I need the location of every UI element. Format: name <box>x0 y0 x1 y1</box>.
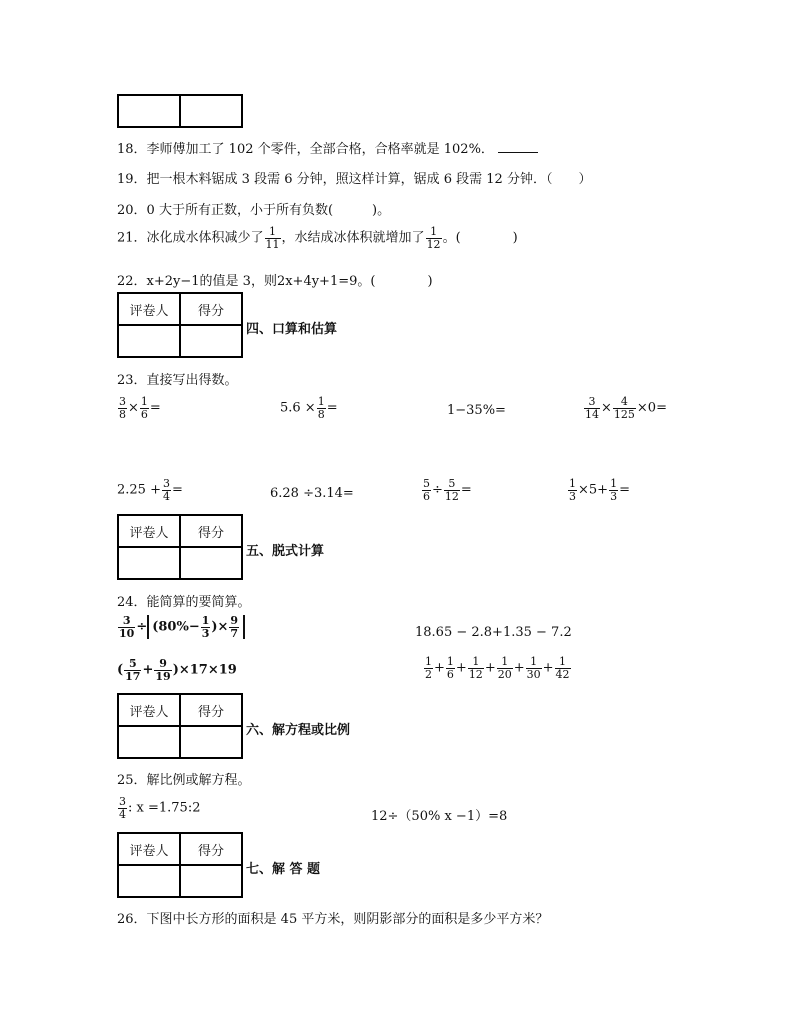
question-22-text: 22．x+2y−1的值是 3，则2x+4y+1=9。( ) <box>117 274 433 289</box>
expression-lead: 5.6 × <box>280 400 316 416</box>
question-19-text: 19．把一根木料锯成 3 段需 6 分钟，照这样计算，锯成 6 段需 12 分钟．（ ） <box>117 172 592 187</box>
score-cell <box>180 547 242 579</box>
fraction-denominator: 125 <box>613 407 635 421</box>
fraction-denominator: 4 <box>162 489 170 503</box>
operator: + <box>513 660 525 676</box>
score-label: 得分 <box>180 293 242 325</box>
expression-lead: 2.25 + <box>117 482 161 498</box>
expression-tail: ×0= <box>636 400 667 416</box>
fraction-numerator: 1 <box>569 477 576 490</box>
fraction-denominator: 17 <box>125 669 141 683</box>
question-21-mid: ，水结成冰体积就增加了 <box>281 230 425 246</box>
expression-part: (80%− <box>152 619 200 635</box>
question-23-text: 23．直接写出得数。 <box>117 373 238 388</box>
fraction-denominator: 20 <box>497 667 512 681</box>
equals: = <box>326 400 338 416</box>
q24-expr-2: 18.65 − 2.8+1.35 − 7.2 <box>415 625 572 640</box>
fraction-numerator: 1 <box>317 395 325 408</box>
fraction-denominator: 42 <box>555 667 570 681</box>
fraction-numerator: 4 <box>613 396 636 409</box>
fraction-denominator: 2 <box>425 667 432 681</box>
fraction-denominator: 12 <box>468 667 483 681</box>
score-label: 得分 <box>180 515 242 547</box>
section-5-score-box <box>117 514 243 580</box>
score-cell <box>180 325 242 357</box>
q23-item-4 <box>583 396 667 420</box>
fraction <box>265 226 281 250</box>
square-bracket <box>147 615 245 639</box>
fraction-denominator: 6 <box>423 489 430 503</box>
fraction-denominator: 4 <box>119 807 126 821</box>
score-label: 得分 <box>180 833 242 865</box>
fraction-denominator: 11 <box>265 237 280 251</box>
answer-blank[interactable] <box>498 140 538 153</box>
fraction-numerator: 1 <box>425 655 432 668</box>
fraction-numerator: 3 <box>119 395 126 408</box>
fraction <box>426 226 442 250</box>
fraction-denominator: 12 <box>426 237 441 251</box>
equals: = <box>460 482 472 498</box>
grader-label: 评卷人 <box>118 833 180 865</box>
expression-part: )×17×19 <box>172 662 237 678</box>
operator: + <box>142 662 154 678</box>
q23-item-3: 1−35%= <box>447 403 506 418</box>
fraction-numerator: 1 <box>446 655 454 668</box>
fraction-numerator: 3 <box>118 615 135 628</box>
q23-item-5 <box>117 478 183 502</box>
q23-item-7 <box>421 478 472 502</box>
fraction-numerator: 3 <box>119 795 126 808</box>
question-18-text: 18．李师傅加工了 102 个零件，全部合格，合格率就是 102%． <box>117 142 494 157</box>
question-24-text: 24．能简算的要简算。 <box>117 595 251 610</box>
equals: = <box>149 400 161 416</box>
grader-cell <box>118 547 180 579</box>
operator: + <box>434 660 445 676</box>
q24-expr-3 <box>117 658 237 682</box>
fraction-numerator: 1 <box>610 477 618 490</box>
fraction-numerator: 1 <box>526 656 542 669</box>
expression-part: )× <box>211 619 229 635</box>
score-box-cell <box>180 95 242 127</box>
q25-expr-2: 12÷（50% x −1）=8 <box>371 809 508 824</box>
score-cell <box>180 865 242 897</box>
section-7-title: 七、解 答 题 <box>246 862 321 877</box>
fraction-denominator: 8 <box>317 407 325 421</box>
operator: + <box>455 660 467 676</box>
fraction-numerator: 1 <box>265 226 281 239</box>
operator: + <box>484 660 496 676</box>
fraction-numerator: 9 <box>230 614 239 627</box>
section-7-score-box <box>117 832 243 898</box>
question-20 <box>117 199 390 218</box>
operator: ×5+ <box>578 482 609 498</box>
fraction-numerator: 3 <box>162 477 170 490</box>
grader-label: 评卷人 <box>118 694 180 726</box>
question-21-suffix: 。( ) <box>442 230 518 246</box>
fraction-numerator: 1 <box>140 395 148 408</box>
q23-item-8 <box>567 478 630 502</box>
question-21-prefix: 21．冰化成水体积减少了 <box>117 230 264 246</box>
fraction-denominator: 7 <box>230 626 239 640</box>
fraction-denominator: 3 <box>201 626 210 640</box>
fraction-denominator: 14 <box>585 407 599 421</box>
grader-cell <box>118 865 180 897</box>
fraction-denominator: 3 <box>569 489 576 503</box>
fraction-numerator: 1 <box>201 614 210 627</box>
question-19 <box>117 168 591 187</box>
operator: × <box>128 400 139 416</box>
equals: = <box>171 482 183 498</box>
fraction-denominator: 10 <box>119 626 135 640</box>
question-20-text: 20．0 大于所有正数，小于所有负数( )。 <box>117 203 391 218</box>
question-22 <box>117 270 433 289</box>
fraction-numerator: 1 <box>426 226 442 239</box>
score-box-cell <box>118 95 180 127</box>
question-18 <box>117 138 538 157</box>
section-6-score-box <box>117 693 243 759</box>
fraction-denominator: 12 <box>444 489 459 503</box>
score-label: 得分 <box>180 694 242 726</box>
question-25-text: 25．解比例或解方程。 <box>117 773 251 788</box>
equals: = <box>619 482 630 498</box>
question-21 <box>117 226 518 250</box>
expression-part: : x =1.75:2 <box>128 800 201 816</box>
fraction-denominator: 30 <box>526 667 541 681</box>
q24-expr-1 <box>117 615 245 639</box>
fraction-denominator: 3 <box>610 489 618 503</box>
fraction-denominator: 19 <box>155 669 171 683</box>
operator: ÷ <box>432 482 443 498</box>
operator: × <box>601 400 612 416</box>
q23-item-1 <box>117 396 161 420</box>
q24-expr-4 <box>423 656 572 680</box>
section-6-title: 六、解方程或比例 <box>246 723 351 738</box>
fraction-numerator: 5 <box>124 658 141 671</box>
section-4-score-box <box>117 292 243 358</box>
operator: + <box>542 660 554 676</box>
fraction-denominator: 6 <box>446 667 454 681</box>
fraction-denominator: 6 <box>140 407 148 421</box>
fraction-numerator: 5 <box>444 478 460 491</box>
question-26-text: 26．下图中长方形的面积是 45 平方米，则阴影部分的面积是多少平方米？ <box>117 912 549 927</box>
fraction-numerator: 9 <box>154 658 171 671</box>
section-4-title: 四、口算和估算 <box>246 322 338 337</box>
grader-cell <box>118 726 180 758</box>
fraction-numerator: 1 <box>555 656 571 669</box>
fraction-numerator: 3 <box>584 396 600 409</box>
score-cell <box>180 726 242 758</box>
operator: ÷ <box>136 619 148 635</box>
q23-item-6: 6.28 ÷3.14= <box>270 486 354 501</box>
section-5-title: 五、脱式计算 <box>246 544 325 559</box>
grader-cell <box>118 325 180 357</box>
grader-label: 评卷人 <box>118 293 180 325</box>
fraction-numerator: 5 <box>423 477 430 490</box>
fraction-numerator: 1 <box>468 656 484 669</box>
grader-label: 评卷人 <box>118 515 180 547</box>
fraction-numerator: 1 <box>497 656 513 669</box>
expression-part: ( <box>117 662 124 678</box>
fraction-denominator: 8 <box>119 407 126 421</box>
q25-expr-1 <box>117 796 200 820</box>
top-score-box <box>117 94 243 128</box>
q23-item-2 <box>280 396 338 420</box>
